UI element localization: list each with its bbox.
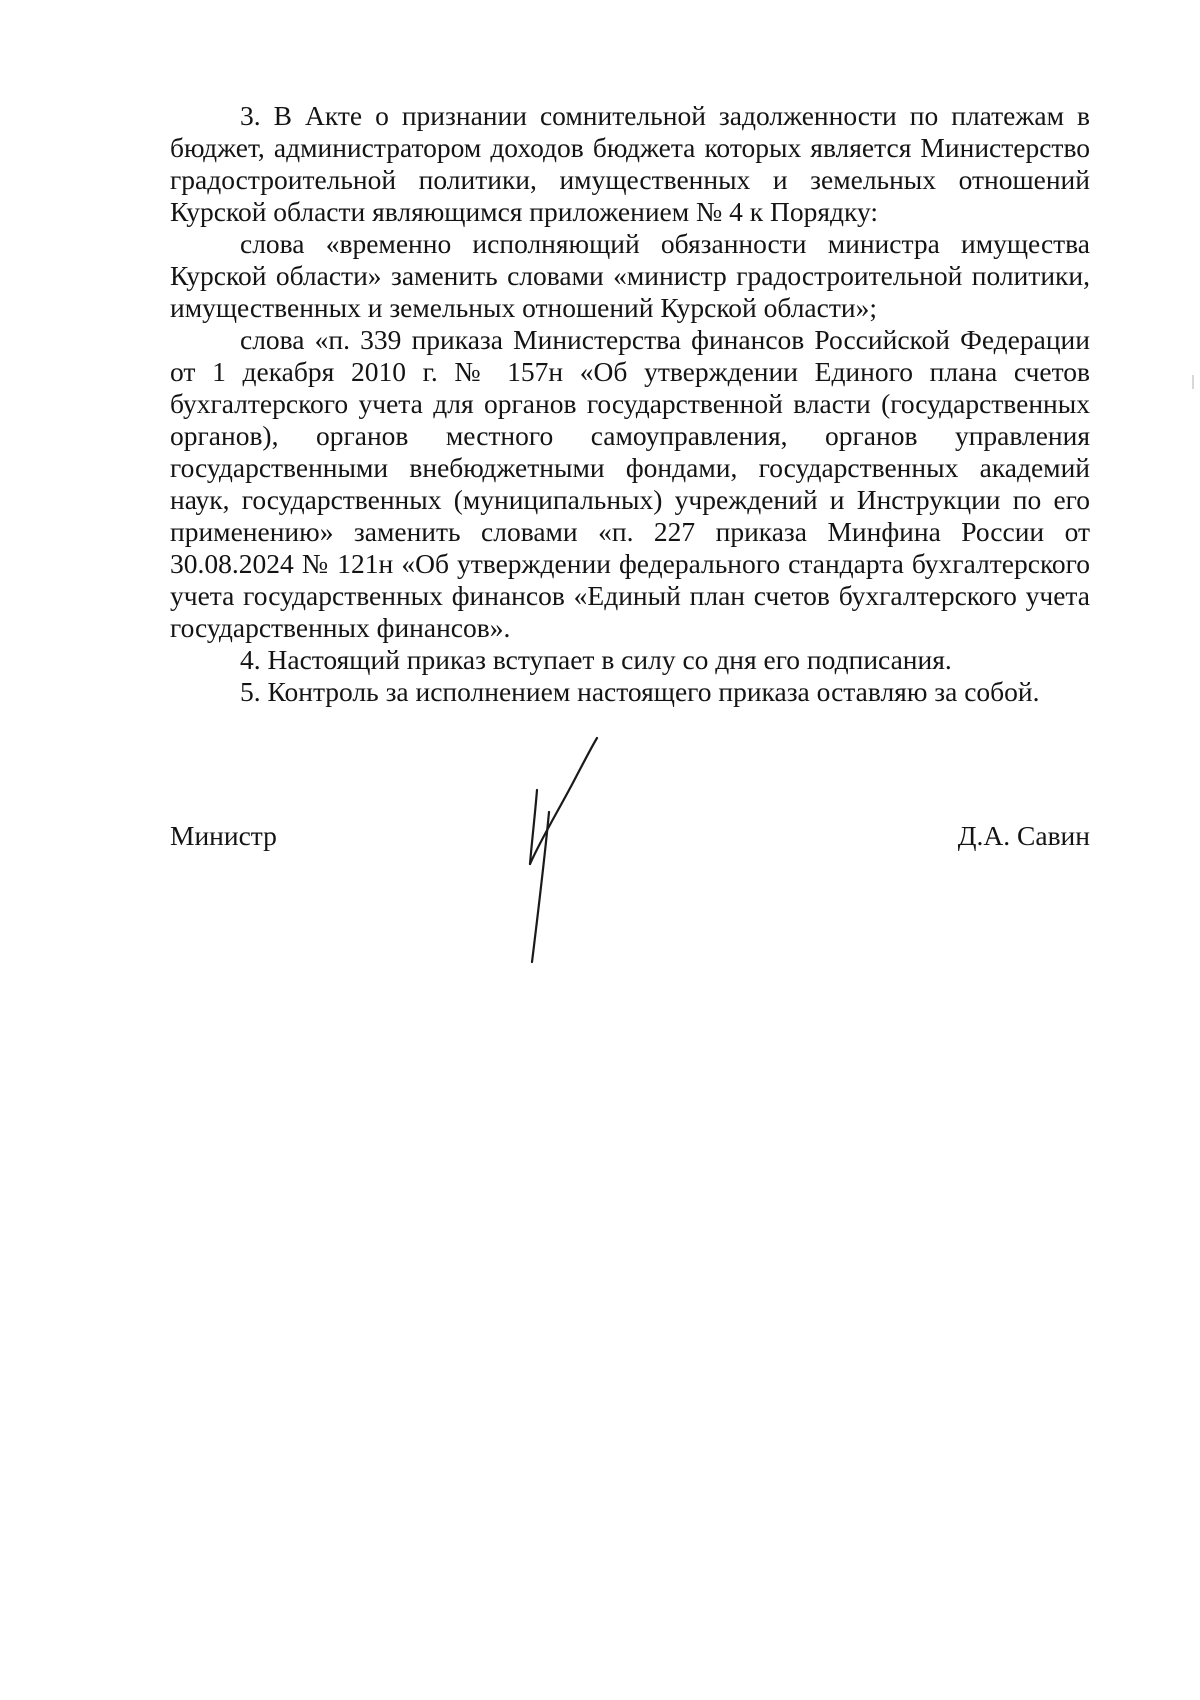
document-body (170, 100, 1090, 708)
signature-stroke-descender (532, 812, 549, 962)
scan-edge-mark (1192, 375, 1194, 389)
signature-block (170, 820, 1090, 860)
paragraph-3-item-1: слова «временно исполняющий обязанности министра имущества Курской области» заменить словами «министр градостроительной политики, имущественных и земельных отношений Курской области»; (170, 228, 1090, 323)
paragraph-5: 5. Контроль за исполнением настоящего приказа оставляю за собой. (240, 676, 1040, 707)
signatory-name: Д.А. Савин (957, 820, 1090, 851)
handwritten-signature (505, 730, 615, 970)
paragraph-3: 3. В Акте о признании сомнительной задолженности по платежам в бюджет, администратором доходов бюджета которых является Министерство градостроительной политики, имущественных и земельных отношений Курской области являющимся приложением № 4 к Порядку: (170, 100, 1090, 227)
signature-stroke-diagonal (530, 738, 597, 864)
paragraph-4: 4. Настоящий приказ вступает в силу со дня его подписания. (240, 644, 952, 675)
signatory-title: Министр (170, 820, 277, 851)
paragraph-3-item-2: слова «п. 339 приказа Министерства финансов Российской Федерации от 1 декабря 2010 г. № 157н «Об утверждении Единого плана счетов бухгалтерского учета для органов государственной власти (государственных органов), органов местного самоуправления, органов управления государственными внебюджетными фондами, государственных академий наук, государственных (муниципальных) учреждений и Инструкции по его применению» заменить словами «п. 227 приказа Минфина России от 30.08.2024 № 121н «Об утверждении федерального стандарта бухгалтерского учета государственных финансов «Единый план счетов бухгалтерского учета государственных финансов». (170, 324, 1090, 643)
